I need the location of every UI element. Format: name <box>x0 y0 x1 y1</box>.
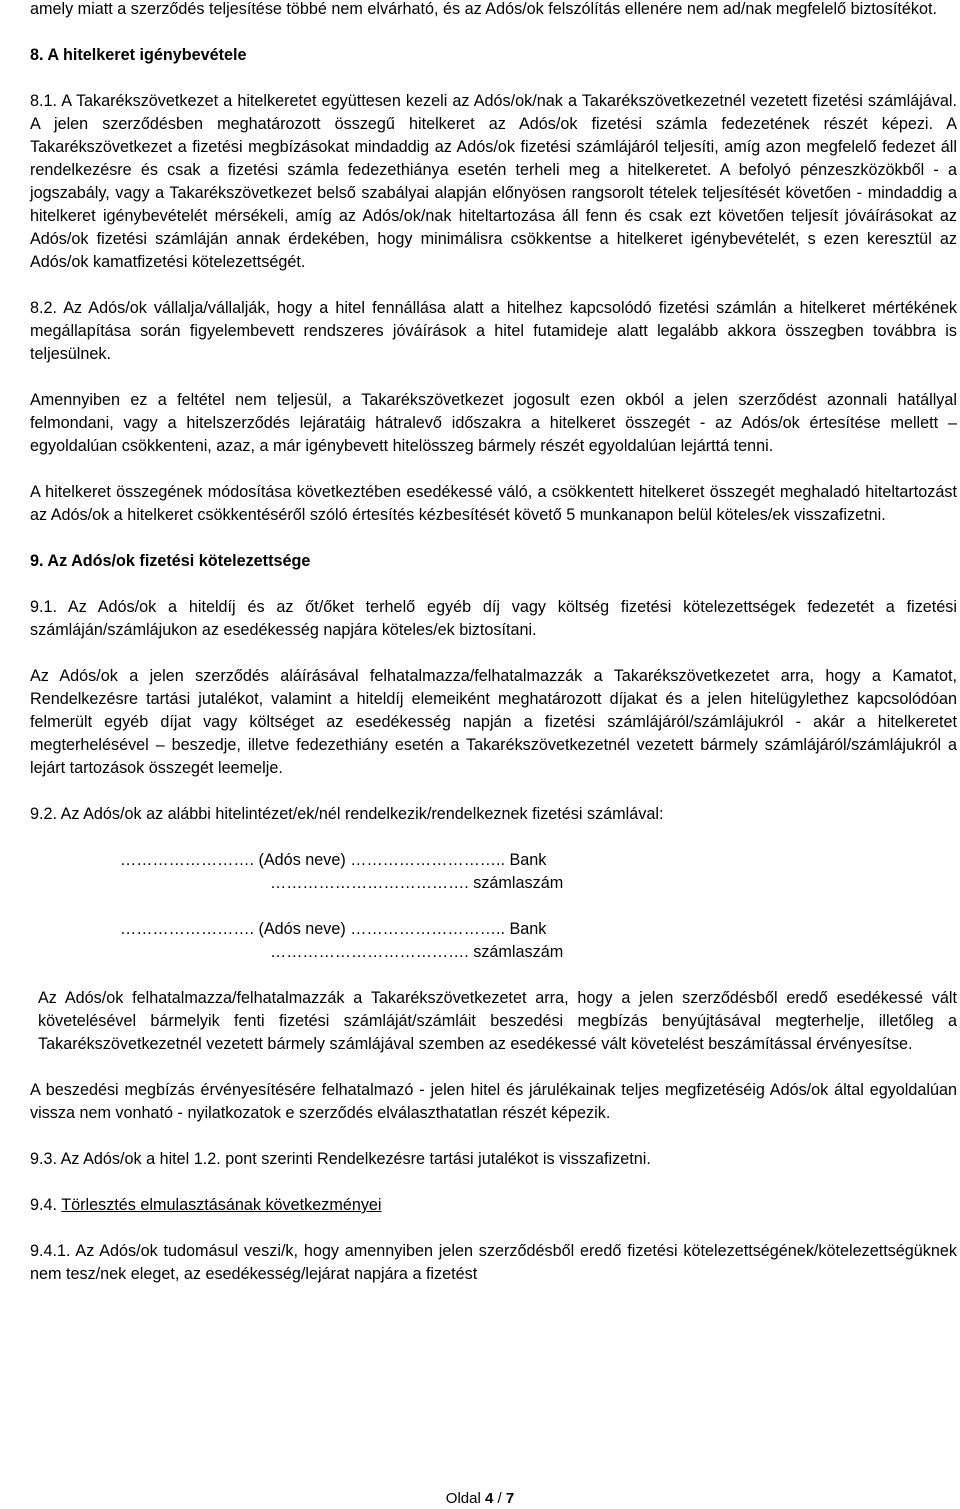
paragraph-continuation: amely miatt a szerződés teljesítése többé nem elvárható, és az Adós/ok felszólítás ellenére nem ad/nak megfelelő biztosítékot. <box>30 0 937 18</box>
page-label: Oldal <box>445 1490 481 1507</box>
paragraph-9-2-collection: Az Adós/ok felhatalmazza/felhatalmazzák a Takarékszövetkezetet arra, hogy a jelen szerződésből eredő esedékessé vált követelésével bármelyik fenti fizetési számláját/számláit beszedési megbízás benyújtásával megterhelje, illetőleg a Takarékszövetkezetnél vezetett bármely számlájával szemben az esedékessé vált követelést beszámítással érvényesítse. <box>38 989 957 1053</box>
page-separator: / <box>497 1490 502 1507</box>
account-2-bank-line: ……………………. (Adós neve) ……………………….. Bank <box>120 920 547 938</box>
paragraph-9-1-authorization: Az Adós/ok a jelen szerződés aláírásával felhatalmazza/felhatalmazzák a Takarékszövetkezetet arra, hogy a Kamatot, Rendelkezésre tartási jutalékot, valamint a hiteldíj elemeiként meghatározott díjakat és a jelen hitelügylethez kapcsolódóan felmerült egyéb díjat vagy költséget az esedékesség napján a fizetési számlájáról/számlájukról - akár a hitelkeretet megterhelésével – beszedje, illetve fedezethiány esetén a Takarékszövetkezetnél vezetett bármely számlájáról/számlájukról a lejárt tartozások összegét leemelje. <box>30 667 957 777</box>
paragraph-9-2: 9.2. Az Adós/ok az alábbi hitelintézet/ek/nél rendelkezik/rendelkeznek fizetési számlával: <box>30 805 664 823</box>
account-1-number-line: ………………………………. számlaszám <box>270 874 564 892</box>
paragraph-9-4-1: 9.4.1. Az Adós/ok tudomásul veszi/k, hogy amennyiben jelen szerződésből eredő fizetési kötelezettségének/kötelezettségüknek nem tesz/nek eleget, az esedékesség/lejárat napjára a fizetést <box>30 1242 957 1283</box>
paragraph-8-2-repayment: A hitelkeret összegének módosítása következtében esedékessé váló, a csökkentett hitelkeret összegét meghaladó hiteltartozást az Adós/ok a hitelkeret csökkentéséről szóló értesítés kézbesítését követő 5 munkanapon belül köteles/ek visszafizetni. <box>30 483 957 524</box>
section-heading-8: 8. A hitelkeret igénybevétele <box>30 46 247 64</box>
paragraph-9-1: 9.1. Az Adós/ok a hiteldíj és az őt/őket terhelő egyéb díj vagy költség fizetési kötelezettségek fedezetét a fizetési számláján/számlájukon az esedékesség napjára köteles/ek biztosítani. <box>30 598 957 639</box>
page-footer <box>0 1489 960 1509</box>
paragraph-9-2-irrevocable: A beszedési megbízás érvényesítésére felhatalmazó - jelen hitel és járulékainak teljes megfizetéséig Adós/ok által egyoldalúan vissza nem vonható - nyilatkozatok e szerződés elválaszthatatlan részét képezik. <box>30 1081 957 1122</box>
page-current: 4 <box>485 1490 494 1507</box>
section-number-9-4: 9.4. <box>30 1196 58 1214</box>
paragraph-9-3: 9.3. Az Adós/ok a hitel 1.2. pont szerinti Rendelkezésre tartási jutalékot is visszafizetni. <box>30 1150 651 1168</box>
paragraph-8-2-termination: Amennyiben ez a feltétel nem teljesül, a Takarékszövetkezet jogosult ezen okból a jelen szerződést azonnali hatállyal felmondani, vagy a hitelszerződés lejáratáig hátralevő időszakra a hitelkeret összegét - az Adós/ok értesítése mellett – egyoldalúan csökkenteni, azaz, a már igénybevett hitelösszeg bármely részét egyoldalúan lejárttá tenni. <box>30 391 957 455</box>
section-title-9-4: Törlesztés elmulasztásának következményei <box>61 1196 382 1214</box>
paragraph-8-2: 8.2. Az Adós/ok vállalja/vállalják, hogy a hitel fennállása alatt a hitelhez kapcsolódó fizetési számlán a hitelkeret mértékének megállapítása során figyelembevett rendszeres jóváírások a hitel futamideje alatt legalább akkora összegben továbbra is teljesülnek. <box>30 299 957 363</box>
section-heading-9: 9. Az Adós/ok fizetési kötelezettsége <box>30 552 311 570</box>
document-page <box>30 0 957 1286</box>
account-2-number-line: ………………………………. számlaszám <box>270 943 564 961</box>
paragraph-8-1: 8.1. A Takarékszövetkezet a hitelkeretet együttesen kezeli az Adós/ok/nak a Takarékszövetkezetnél vezetett fizetési számlájával. A jelen szerződésben meghatározott összegű hitelkeret az Adós/ok fizetési számla fedezetének részét képezi. A Takarékszövetkezet a fizetési megbízásokat mindaddig az Adós/ok fizetési számlájáról teljesíti, amíg azon megfelelő fedezet áll rendelkezésre és csak a fizetési számla fedezethiánya esetén terheli meg a hitelkeretet. A befolyó pénzeszközökből - a jogszabály, vagy a Takarékszövetkezet belső szabályai alapján előnyösen rangsorolt tételek teljesítését követően - mindaddig a hitelkeret igénybevételét mérsékeli, amíg az Adós/ok/nak hiteltartozása áll fenn és csak ezt követően teljesít jóváírásokat az Adós/ok fizetési számláján annak érdekében, hogy minimálisra csökkentse a hitelkeret igénybevételét, s ezen keresztül az Adós/ok kamatfizetési kötelezettségét. <box>30 92 957 271</box>
section-heading-9-4 <box>30 1194 957 1217</box>
account-1-bank-line: ……………………. (Adós neve) ……………………….. Bank <box>120 851 547 869</box>
page-total: 7 <box>505 1490 515 1507</box>
